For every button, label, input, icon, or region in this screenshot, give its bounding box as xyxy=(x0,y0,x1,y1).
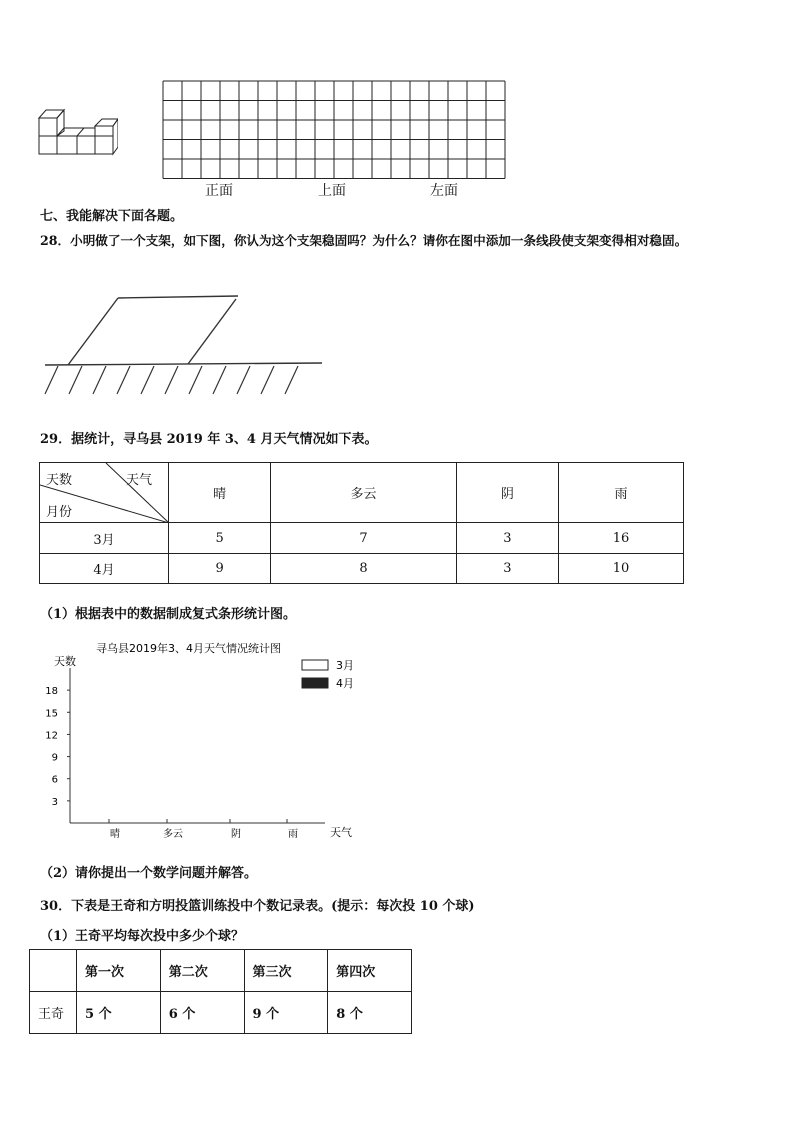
section-7-title: 七、我能解决下面各题。 xyxy=(40,209,184,224)
cell: 9 xyxy=(169,554,271,584)
label-left-view: 左面 xyxy=(430,183,458,199)
header-first: 第一次 xyxy=(77,950,161,992)
y-tick-label: 12 xyxy=(45,730,58,742)
cell: 3 xyxy=(456,523,558,554)
corner-days: 天数 xyxy=(46,473,73,488)
y-tick-label: 15 xyxy=(45,708,58,720)
header-fourth: 第四次 xyxy=(328,950,412,992)
header-overcast: 阴 xyxy=(456,463,558,523)
header-third: 第三次 xyxy=(244,950,328,992)
cell: 5 个 xyxy=(77,992,161,1034)
weather-bar-chart[interactable] xyxy=(40,638,370,843)
legend-label: 3月 xyxy=(336,659,354,672)
header-sunny: 晴 xyxy=(169,463,271,523)
table-row xyxy=(40,523,684,554)
cell: 8 个 xyxy=(328,992,412,1034)
table-corner-cell xyxy=(40,463,169,523)
row-label: 3月 xyxy=(40,523,169,554)
x-tick-label: 阴 xyxy=(231,829,241,840)
x-axis-label: 天气 xyxy=(330,826,352,839)
question-28: 28．小明做了一个支架，如下图，你认为这个支架稳固吗？为什么？请你在图中添加一条线段使支架变得相对稳固。 xyxy=(40,233,688,248)
corner-weather: 天气 xyxy=(126,473,153,488)
y-tick-label: 3 xyxy=(51,796,58,808)
label-front-view: 正面 xyxy=(205,183,233,199)
legend-swatch xyxy=(302,660,328,670)
header-rain: 雨 xyxy=(559,463,684,523)
cell: 8 xyxy=(271,554,456,584)
table-row xyxy=(30,992,412,1034)
header-second: 第二次 xyxy=(160,950,244,992)
cell: 6 个 xyxy=(160,992,244,1034)
label-top-view: 上面 xyxy=(318,183,346,199)
cell: 10 xyxy=(559,554,684,584)
support-frame-figure[interactable] xyxy=(40,290,330,400)
x-tick-label: 晴 xyxy=(110,829,120,840)
cell: 9 个 xyxy=(244,992,328,1034)
cell: 3 xyxy=(456,554,558,584)
table-row xyxy=(40,554,684,584)
question-29-part-2: （2）请你提出一个数学问题并解答。 xyxy=(40,866,258,881)
question-30-part-1: （1）王奇平均每次投中多少个球？ xyxy=(40,929,245,944)
x-tick-label: 多云 xyxy=(163,829,183,840)
row-label: 王奇 xyxy=(30,992,77,1034)
drawing-grid[interactable] xyxy=(162,80,507,180)
cell: 16 xyxy=(559,523,684,554)
shooting-table xyxy=(29,949,412,1034)
y-tick-label: 6 xyxy=(51,774,58,786)
chart-title: 寻乌县2019年3、4月天气情况统计图 xyxy=(96,642,281,655)
cell: 7 xyxy=(271,523,456,554)
question-30: 30．下表是王奇和方明投篮训练投中个数记录表。(提示：每次投 10 个球) xyxy=(40,899,475,914)
legend-swatch xyxy=(302,678,328,688)
weather-table xyxy=(39,462,684,584)
header-blank xyxy=(30,950,77,992)
y-tick-label: 18 xyxy=(45,686,58,698)
cell: 5 xyxy=(169,523,271,554)
cube-stack-figure xyxy=(36,104,118,158)
y-axis-label: 天数 xyxy=(54,655,76,668)
legend-label: 4月 xyxy=(336,677,354,690)
y-tick-label: 9 xyxy=(51,752,58,764)
row-label: 4月 xyxy=(40,554,169,584)
header-cloudy: 多云 xyxy=(271,463,456,523)
corner-month: 月份 xyxy=(46,505,73,520)
question-29: 29．据统计，寻乌县 2019 年 3、4 月天气情况如下表。 xyxy=(40,432,378,447)
x-tick-label: 雨 xyxy=(288,829,298,840)
question-29-part-1: （1）根据表中的数据制成复式条形统计图。 xyxy=(40,607,297,622)
